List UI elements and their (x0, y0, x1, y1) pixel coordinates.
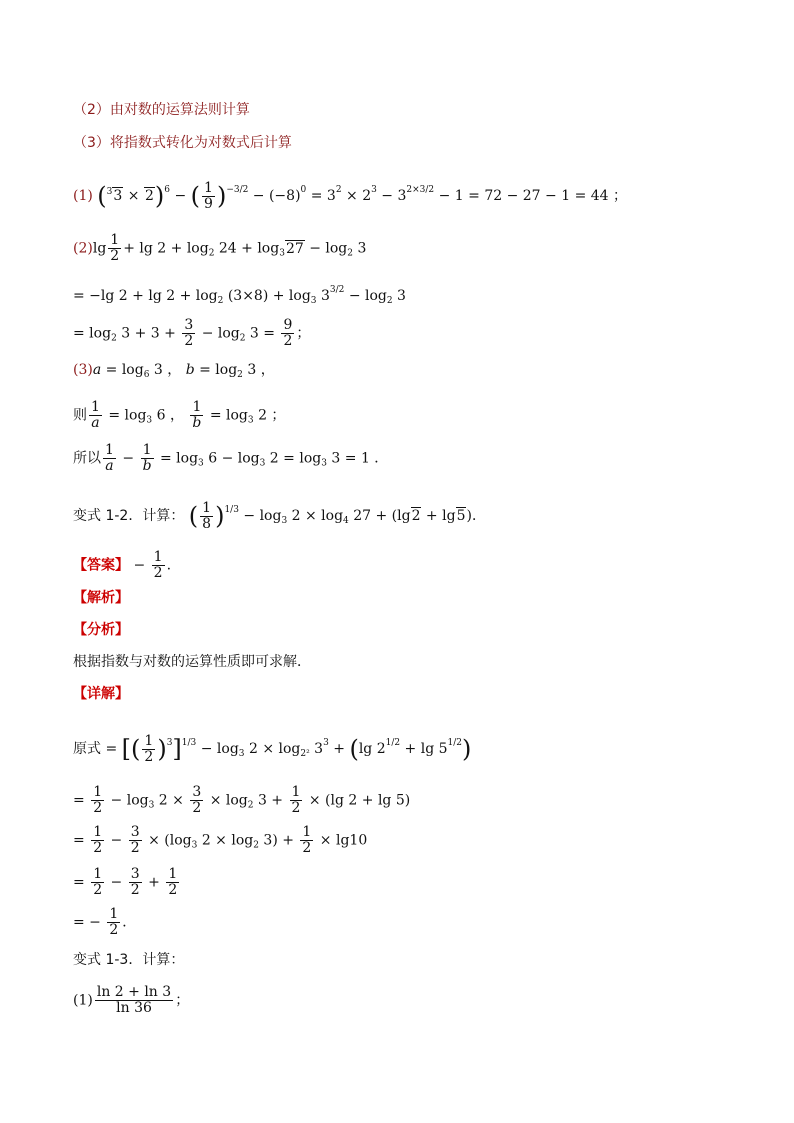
step-2-text: （2）由对数的运算法则计算 (73, 102, 250, 118)
solution-line-3: = $\frac{1}{2}$ − $\frac{3}{2}$ × ($\log_3$ $2 \times \log_2 3$) + $\frac{1}{2}$ × lg10 (73, 824, 368, 856)
answer-tag: 【答案】 (73, 557, 129, 574)
fenxi-tag: 【分析】 (73, 622, 129, 638)
item-label: (1) (73, 992, 93, 1009)
exercise-1-3: 变式 1-3．计算： (73, 952, 185, 968)
item-label: (2) (73, 240, 93, 257)
fenxi-text: 根据指数与对数的运算性质即可求解． (73, 654, 311, 670)
xiangjie-tag: 【详解】 (73, 686, 129, 702)
equation-1: (1) $(^33 \times 2)^6$ − ( $\frac{1}{9}$ )$^{-3/2} - (-8)^0 = 3^2 \times 2^3 - 3^{2\times 3/2} - 1 = 72 - 27 - 1 = 44$ ； (73, 179, 628, 212)
equation-2-step-2: = $\log_2 3 + 3$ + $\frac{3}{2}$ − $\log_2 3$ = $\frac{9}{2}$ ； (73, 317, 311, 349)
yuanshi-label: 原式 (73, 741, 101, 757)
analysis-tag: 【解析】 (73, 590, 129, 606)
item-label: (1) (73, 188, 93, 204)
solution-line-1: 原式 = [( $\frac{1}{2}$ )$^3]^{1/3} - \log_3 2 \times \log_{2^2} 3^3 + (\lg$ $2^{1/2} + \lg 5^{1/2}$) (73, 732, 472, 765)
ze-label: 则 (73, 407, 87, 424)
item-label: (3) (73, 362, 93, 378)
exercise-1-3-item-1: (1) $\frac{\ln 2 + \ln 3}{\ln 36}$ ； (73, 984, 190, 1016)
solution-line-4: = $\frac{1}{2}$ − $\frac{3}{2}$ + $\frac{1}{2}$ (73, 866, 178, 898)
solution-line-5: = − $\frac{1}{2}$ ． (73, 906, 137, 938)
equation-3-step-1: 则 $\frac{1}{a}$ = $\log_3 6$ ， $\frac{1}{b}$ = $\log_3 2$ ； (73, 399, 286, 431)
equation-2: (2)lg $\frac{1}{2}$ + $\lg 2 + \log_2 24 + \log_327 - \log_2 3$ (73, 232, 367, 264)
equation-3-step-2: 所以 $\frac{1}{a}$ − $\frac{1}{b}$ = $\log_3 6 - \log_3 2 = \log_3 3 = 1$ ． (73, 442, 389, 474)
equation-3: $(3)a = \log_6 3$ ， $b = \log_2 3$ ， (73, 362, 275, 380)
answer-line: 【答案】 − $\frac{1}{2}$ . (73, 549, 172, 581)
step-3-text: （3）将指数式转化为对数式后计算 (73, 135, 292, 151)
suoyi-label: 所以 (73, 450, 101, 467)
solution-line-2: = $\frac{1}{2}$ − $\log_3 2$ × $\frac{3}{2}$ × $\log_2 3$ + $\frac{1}{2}$ × (lg 2 + lg 5) (73, 784, 411, 816)
exercise-label: 变式 1-2．计算： (73, 508, 185, 524)
exercise-1-2: 变式 1-2．计算： ( $\frac{1}{8}$ )$^{1/3} - \log_3 2 \times \log_4 27 + (\lg 2 + \lg 5)$． (73, 499, 486, 532)
equation-2-step-1: = −lg $2 + \lg 2 + \log_2 (3\times 8) + \log_3 3^{3/2} - \log_2 3$ (73, 285, 406, 306)
